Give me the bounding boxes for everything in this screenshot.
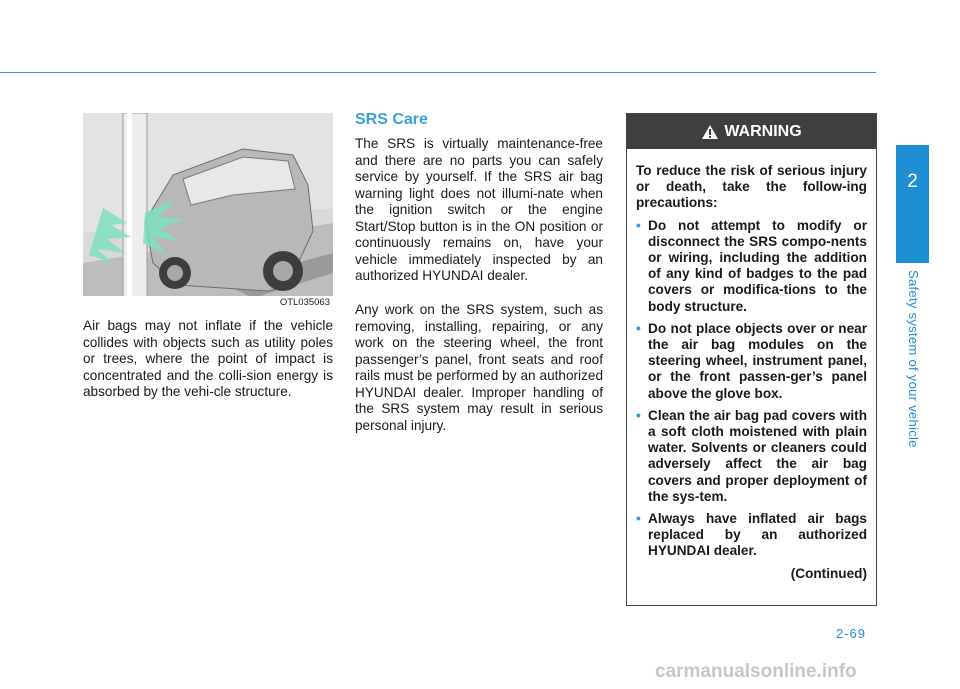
warning-body [627,149,876,582]
header-rule [0,72,876,73]
warning-triangle-icon [701,124,719,140]
bullet-icon: • [636,320,641,336]
warning-item: • Do not attempt to modify or disconnect the SRS compo-nents or wiring, including the addition of any kind of badges to the pad covers or modifica-tions to the body structure. [636,217,867,314]
warning-header [627,114,876,149]
chapter-title: Safety system of your vehicle [906,270,921,448]
image-caption: OTL035063 [83,296,333,310]
srs-paragraph-1: The SRS is virtually maintenance-free and there are no parts you can safely service by yourself. If the SRS air bag warning light does not illumi-nate when the ignition switch or the engine Start/Stop button is in the ON position or continuously remains on, have your vehicle immediately inspected by an authorized HYUNDAI dealer. [355,136,603,283]
warning-title: WARNING [724,122,802,140]
warning-intro: To reduce the risk of serious injury or death, take the follow-ing precautions: [636,163,867,211]
warning-item: • Clean the air bag pad covers with a soft cloth moistened with plain water. Solvents or cleaners could adversely affect the air bag covers and proper deployment of the sys-tem. [636,407,867,504]
continued-label: (Continued) [790,565,867,581]
warning-item: • Do not place objects over or near the air bag modules on the steering wheel, instrument panel, or the front passen-ger’s panel above the glove box. [636,320,867,401]
bullet-icon: • [636,217,641,233]
warning-list [636,218,867,560]
warning-box [626,113,877,606]
warning-item: • Always have inflated air bags replaced by an authorized HYUNDAI dealer. [636,511,867,559]
watermark: carmanualsonline.info [655,661,857,682]
chapter-tab [896,145,929,263]
srs-paragraph-2: Any work on the SRS system, such as removing, installing, repairing, or any work on the steering wheel, the front passenger’s panel, front seats and roof rails must be performed by an authorized HYUNDAI dealer. Improper handling of the SRS system may result in serious personal injury. [355,302,603,433]
chapter-number: 2 [907,171,918,192]
bullet-icon: • [636,511,641,527]
pole-collision-image [83,113,333,310]
collision-illustration [83,113,333,310]
bullet-icon: • [636,407,641,423]
page-number: 2-69 [836,626,867,641]
left-paragraph: Air bags may not inflate if the vehicle collides with objects such as utility poles or trees, where the point of impact is concentrated and the colli-sion energy is absorbed by the vehi-cle structure. [83,318,333,399]
section-title: SRS Care [355,111,428,128]
